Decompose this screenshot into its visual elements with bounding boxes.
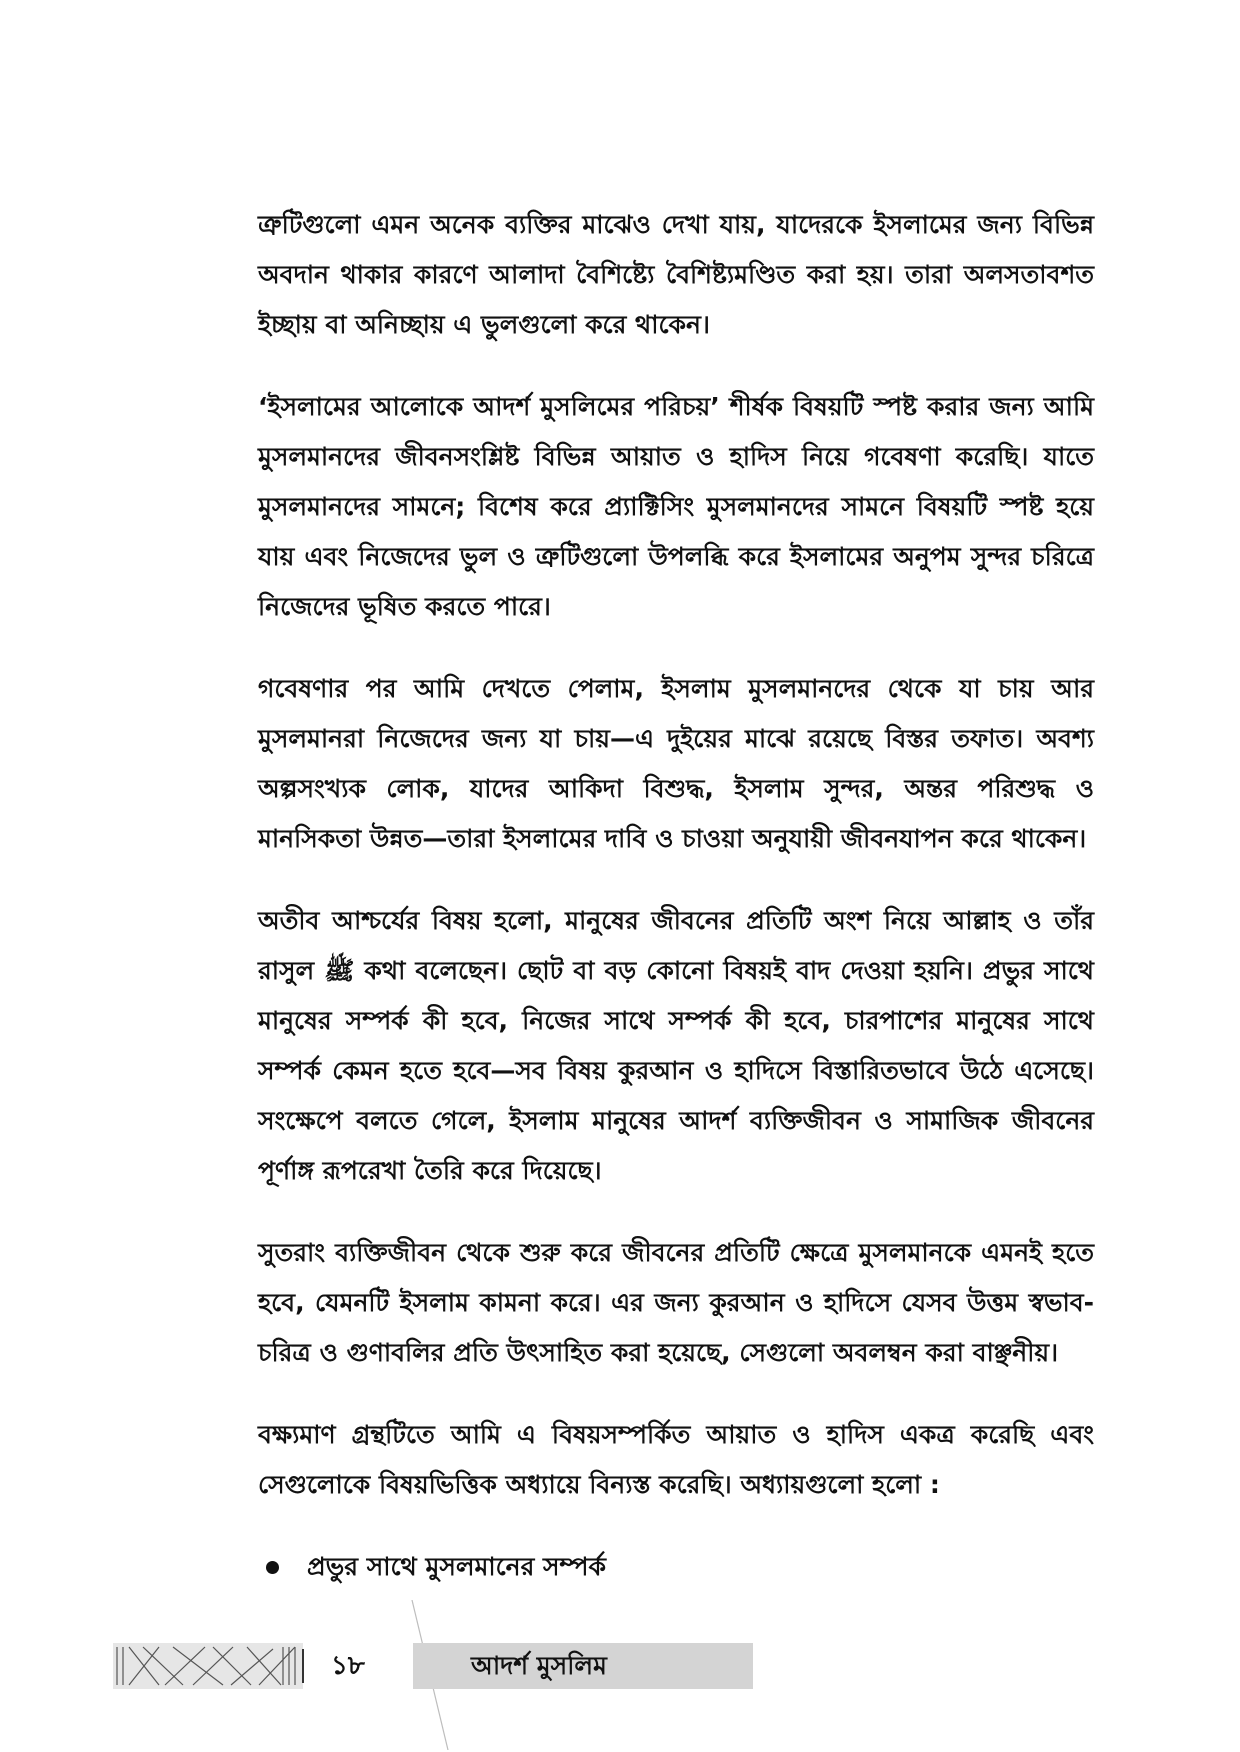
- paragraph-2: ‘ইসলামের আলোকে আদর্শ মুসলিমের পরিচয়’ শীর্ষক বিষয়টি স্পষ্ট করার জন্য আমি মুসলমানদের জীবনসংশ্লিষ্ট বিভিন্ন আয়াত ও হাদিস নিয়ে গবেষণা করেছি। যাতে মুসলমানদের সামনে; বিশেষ করে প্র্যাক্টিসিং মুসলমানদের সামনে বিষয়টি স্পষ্ট হয়ে যায় এবং নিজেদের ভুল ও ত্রুটিগুলো উপলব্ধি করে ইসলামের অনুপম সুন্দর চরিত্রে নিজেদের ভূষিত করতে পারে।: [258, 392, 1094, 621]
- page-body: [258, 200, 1094, 1592]
- page-number: ১৮: [331, 1651, 365, 1681]
- chapter-list: [258, 1542, 1094, 1592]
- paragraph-6: বক্ষ্যমাণ গ্রন্থটিতে আমি এ বিষয়সম্পর্কিত আয়াত ও হাদিস একত্র করেছি এবং সেগুলোকে বিষয়ভিত্তিক অধ্যায়ে বিন্যস্ত করেছি। অধ্যায়গুলো হলো :: [258, 1420, 1094, 1499]
- list-item: [258, 1542, 1094, 1592]
- paragraph-4: অতীব আশ্চর্যের বিষয় হলো, মানুষের জীবনের প্রতিটি অংশ নিয়ে আল্লাহ ও তাঁর রাসুল ﷺ কথা বলেছেন। ছোট বা বড় কোনো বিষয়ই বাদ দেওয়া হয়নি। প্রভুর সাথে মানুষের সম্পর্ক কী হবে, নিজের সাথে সম্পর্ক কী হবে, চারপাশের মানুষের সাথে সম্পর্ক কেমন হতে হবে—সব বিষয় কুরআন ও হাদিসে বিস্তারিতভাবে উঠে এসেছে। সংক্ষেপে বলতে গেলে, ইসলাম মানুষের আদর্শ ব্যক্তিজীবন ও সামাজিক জীবনের পূর্ণাঙ্গ রূপরেখা তৈরি করে দিয়েছে।: [258, 906, 1094, 1185]
- paragraph-3: গবেষণার পর আমি দেখতে পেলাম, ইসলাম মুসলমানদের থেকে যা চায় আর মুসলমানরা নিজেদের জন্য যা চায়—এ দুইয়ের মাঝে রয়েছে বিস্তর তফাত। অবশ্য অল্পসংখ্যক লোক, যাদের আকিদা বিশুদ্ধ, ইসলাম সুন্দর, অন্তর পরিশুদ্ধ ও মানসিকতা উন্নত—তারা ইসলামের দাবি ও চাওয়া অনুযায়ী জীবনযাপন করে থাকেন।: [258, 674, 1094, 853]
- list-item-label: প্রভুর সাথে মুসলমানের সম্পর্ক: [307, 1552, 606, 1581]
- paragraph-1: ত্রুটিগুলো এমন অনেক ব্যক্তির মাঝেও দেখা যায়, যাদেরকে ইসলামের জন্য বিভিন্ন অবদান থাকার কারণে আলাদা বৈশিষ্ট্যে বৈশিষ্ট্যমণ্ডিত করা হয়। তারা অলসতাবশত ইচ্ছায় বা অনিচ্ছায় এ ভুলগুলো করে থাকেন।: [258, 210, 1094, 339]
- page-footer: [113, 1643, 653, 1689]
- paragraph-5: সুতরাং ব্যক্তিজীবন থেকে শুরু করে জীবনের প্রতিটি ক্ষেত্রে মুসলমানকে এমনই হতে হবে, যেমনটি ইসলাম কামনা করে। এর জন্য কুরআন ও হাদিসে যেসব উত্তম স্বভাব-চরিত্র ও গুণাবলির প্রতি উৎসাহিত করা হয়েছে, সেগুলো অবলম্বন করা বাঞ্ছনীয়।: [258, 1238, 1094, 1367]
- book-title: আদর্শ মুসলিম: [471, 1651, 607, 1680]
- footer-pattern-icon: [113, 1643, 303, 1689]
- bullet-icon: [266, 1561, 279, 1574]
- footer-divider: [302, 1649, 304, 1683]
